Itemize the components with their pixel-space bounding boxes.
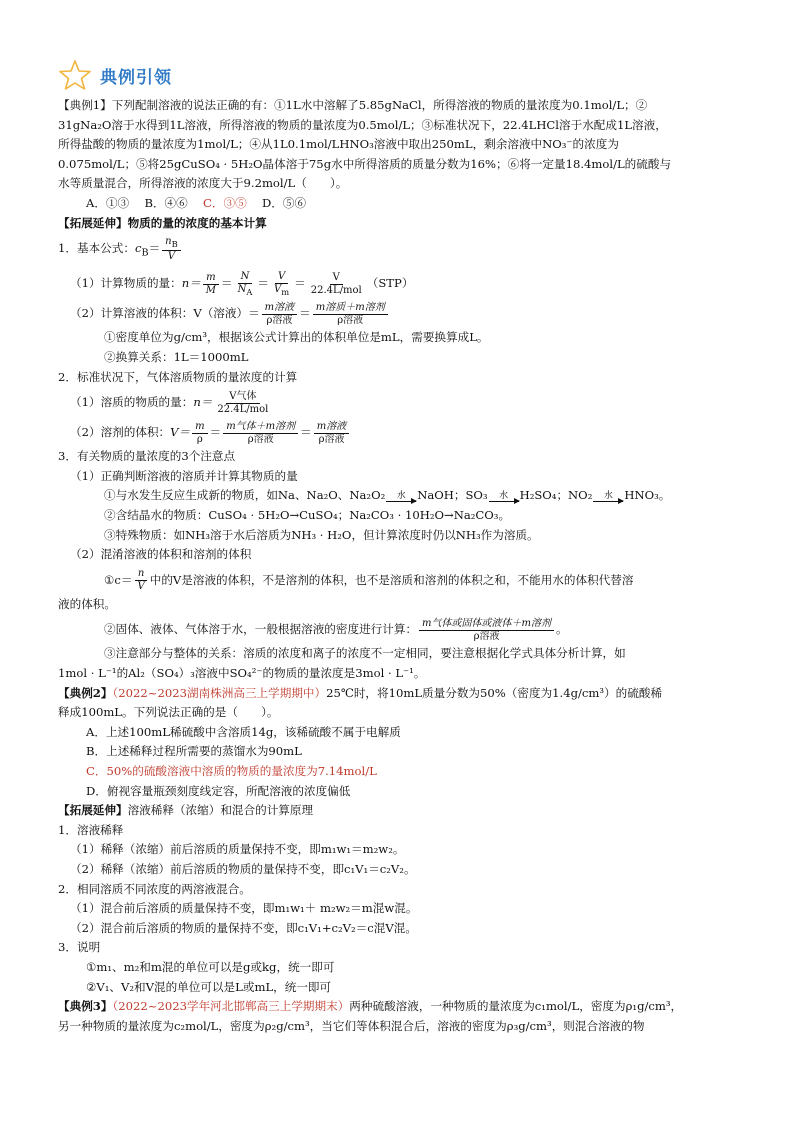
ex1-line-1: 【典例1】下列配制溶液的说法正确的有：①1L水中溶解了5.85gNaCl，所得溶液的物质的量浓度为0.1mol/L；② [58, 98, 648, 112]
q2-f3n: m溶液 [314, 421, 349, 434]
arrow-label-2: 水 [499, 490, 509, 501]
ext2-title-text: 溶液稀释（浓缩）和混合的计算原理 [127, 803, 314, 818]
ex1-line-2: 31gNa₂O溶于水得到1L溶液，所得溶液的物质的量浓度为0.5mol/L；③标准状况下，22.4LHCl溶于水配成1L溶液， [58, 117, 667, 132]
frac-NA-sub: A [246, 286, 253, 297]
frac-NA: N [237, 283, 247, 295]
p1-n: n＝ [181, 276, 201, 291]
frac-vgas-d: 22.4L/mol [217, 403, 269, 415]
frac-sum: m溶质＋m溶剂 [313, 302, 388, 315]
frac-gas-sum [223, 421, 298, 446]
q2-label: （2）溶剂的体积： [70, 425, 171, 440]
ext2-s1b: （2）稀释（浓缩）前后溶质的物质的量保持不变，即c₁V₁＝c₂V₂。 [70, 861, 416, 876]
frac-V: V [275, 271, 288, 284]
ext1-formula-v: （2）计算溶液的体积：V（溶液）＝ $\frac{\text{m溶液}}{\text{ρ溶液}}$ ＝ $\frac{\text{m溶质＋m溶剂}}{\text{ρ溶液}}$ [58, 298, 770, 328]
p2-label: （2）计算溶液的体积： [70, 306, 194, 321]
ext1-s2: 2．标准状况下，气体溶质物质的量浓度的计算 [58, 369, 298, 384]
r2a-fn: n [135, 568, 147, 581]
ext1-r1a [58, 486, 770, 506]
p1-label: （1）计算物质的量： [70, 276, 182, 291]
ext2-title [58, 801, 770, 821]
ex1-line-3: 所得盐酸的物质的量浓度为1mol/L；④从1L0.1mol/LHNO₃溶液中取出250mL，剩余溶液中NO₃⁻的浓度为 [58, 137, 619, 152]
frac-msol: m溶液 [262, 302, 297, 315]
r2a-post: 中的V是溶液的体积，不是溶剂的体积，也不是溶质和溶剂的体积之和，不能用水的体积代替溶 [149, 572, 634, 587]
frac-sum-rho [313, 302, 388, 327]
ex3-l1: 两种硫酸溶液，一种物质的量浓度为c₁mol/L，密度为ρ₁g/cm³， [349, 999, 683, 1014]
arrow-label-3: 水 [603, 490, 613, 501]
q2-f2n: m气体＋m溶剂 [223, 421, 298, 434]
section-header [58, 58, 770, 92]
ext1-title: 【拓展延伸】物质的量的浓度的基本计算 [58, 215, 267, 230]
ext2-s2: 2．相同溶质不同浓度的两溶液混合。 [58, 881, 251, 896]
nb-sub: B [171, 238, 178, 249]
q2-f2d: ρ溶液 [247, 433, 274, 445]
document-page [58, 58, 770, 1036]
ex3-line-2: 另一种物质的量浓度为c₂mol/L，密度为ρ₂g/cm³，当它们等体积混合后，溶液的密度为ρ₃g/cm³，则混合溶液的物 [58, 1018, 645, 1033]
frac-vgas-n: V气体 [226, 391, 259, 404]
ext1-r1b: ②含结晶水的物质：CuSO₄ · 5H₂O→CuSO₄；Na₂CO₃ · 10H₂O→Na₂CO₃。 [104, 508, 511, 523]
arrow-label-1: 水 [396, 490, 406, 501]
frac-rho1: ρ溶液 [266, 314, 293, 326]
ext2-title-bracket: 【拓展延伸】 [58, 803, 128, 818]
frac-m-M [203, 272, 219, 297]
ext2-s1: 1．溶液稀释 [58, 822, 124, 837]
frac-N-NA [235, 271, 256, 298]
frac-Vm: V [274, 283, 282, 295]
ext2-s2a: （1）混合前后溶质的质量保持不变，即m₁w₁＋ m₂w₂＝m混w混。 [70, 901, 418, 916]
ext2-s3b: ②V₁、V₂和V混的单位可以是L或mL，统一即可 [86, 979, 332, 994]
ex1-line-4: 0.075mol/L；⑤将25gCuSO₄ · 5H₂O晶体溶于75g水中所得溶质的质量分数为16%；⑥将一定量18.4mol/L的硫酸与 [58, 156, 672, 171]
frac-msol-rho [262, 302, 297, 327]
ext2-s3a: ①m₁、m₂和m混的单位可以是g或kg，统一即可 [86, 959, 335, 974]
reaction-arrow-1 [386, 491, 416, 502]
ext1-formula-n: （1）计算物质的量：n＝ $\frac{m}{M}$ ＝ $\frac{N}{N_A}$ ＝ $\frac{V}{V_m}$ ＝ $\frac{V}{\text{22.4L/mol}}$ （STP） [70, 270, 414, 297]
ext2-s3: 3．说明 [58, 940, 101, 955]
eq-sign: ＝ [148, 241, 161, 256]
ext1-note-2: ②换算关系：1L＝1000mL [104, 350, 249, 365]
frac-m-rho [192, 421, 207, 446]
p2-v: V（溶液）＝ [193, 306, 260, 321]
ex1-option-a: A．①③ [86, 195, 130, 210]
q1-label: （1）溶质的物质的量： [70, 395, 194, 410]
r1a-m2: H₂SO₄；NO₂ [519, 488, 593, 503]
frac-Vm-sub: m [281, 286, 290, 297]
ex2-option-b: B．上述稀释过程所需要的蒸馏水为90mL [86, 744, 302, 759]
q2-v: V＝ [170, 425, 191, 440]
ext1-r2a [58, 565, 770, 595]
ex2-line-1 [58, 684, 770, 704]
nb-over-v [162, 236, 181, 263]
frac-vgas [214, 391, 271, 416]
star-outline-icon [58, 58, 92, 92]
ext1-r3b: 1mol · L⁻¹的Al₂（SO₄）₃溶液中SO₄²⁻的物质的量浓度是3mol · L⁻¹。 [58, 666, 426, 680]
q2-f1d: ρ [196, 433, 203, 445]
ext1-r3a: ③注意部分与整体的关系：溶质的浓度和离子的浓度不一定相同，要注意根据化学式具体分析计算，如 [104, 646, 626, 661]
ex3-line-1 [58, 997, 770, 1017]
v-den: V [167, 250, 176, 262]
stp-note: （STP） [366, 276, 414, 291]
ex2-option-a: A．上述100mL稀硫酸中含溶质14g，该稀硫酸不属于电解质 [86, 724, 401, 739]
ext1-r2: （2）混淆溶液的体积和溶剂的体积 [70, 547, 252, 562]
r2b-post: 。 [556, 622, 568, 637]
ex1-option-b: B．④⑥ [144, 195, 188, 210]
reaction-arrow-2 [489, 491, 519, 502]
q2-f1n: m [192, 421, 207, 434]
ex2-source: （2022~2023湖南株洲高三上学期期中） [112, 685, 327, 700]
ext1-r1c: ③特殊物质：如NH₃溶于水后溶质为NH₃ · H₂O，但计算浓度时仍以NH₃作为溶质。 [104, 527, 539, 542]
ex2-l1: 25℃时，将10mL质量分数为50%（密度为1.4g/cm³）的硫酸稀 [326, 685, 663, 700]
cb-sub: B [141, 247, 149, 259]
r2a-fd: V [137, 581, 145, 593]
ext2-s2b: （2）混合前后溶质的物质的量保持不变，即c₁V₁+c₂V₂＝c混V混。 [70, 920, 417, 935]
ex2-option-c: C．50%的硫酸溶液中溶质的物质的量浓度为7.14mol/L [86, 763, 377, 778]
frac-msol2 [314, 421, 349, 446]
frac-V2: V [330, 272, 343, 285]
ex3-label: 【典例3】 [58, 999, 113, 1014]
r2a-pre: ①c＝ [104, 572, 133, 587]
ex1-option-c: C．③⑤ [203, 195, 247, 210]
ext1-r1: （1）正确判断溶液的溶质并计算其物质的量 [70, 468, 298, 483]
ext1-r2b [58, 614, 770, 644]
ex2-line-2: 释成100mL。下列说法正确的是（ ）。 [58, 705, 279, 720]
ext1-formula-basic [58, 233, 770, 268]
frac-rho2: ρ溶液 [337, 314, 364, 326]
r1a-m1: NaOH；SO₃ [417, 488, 488, 503]
frac-N: N [238, 271, 253, 284]
frac-V-molar [308, 272, 365, 297]
cb-symbol: c [134, 241, 142, 256]
frac-m: m [203, 272, 218, 285]
ex1-line-5: 水等质量混合，所得溶液的浓度大于9.2mol/L（ ）。 [58, 176, 348, 191]
ex3-source: （2022~2023学年河北邯郸高三上学期期末） [112, 999, 350, 1014]
ext1-q1 [58, 387, 770, 417]
ext1-r2a-l2: 液的体积。 [58, 596, 116, 611]
ext1-note-1: ①密度单位为g/cm³，根据该公式计算出的体积单位是mL，需要换算成L。 [104, 330, 489, 345]
r2b-fn: m气体或固体或液体＋m溶剂 [419, 618, 554, 631]
ext1-s1-label: 1．基本公式： [58, 241, 135, 256]
frac-n-v [134, 568, 147, 593]
ex2-option-d: D．俯视容量瓶颈刻度线定容，所配溶液的浓度偏低 [86, 783, 351, 798]
ext2-s1a: （1）稀释（浓缩）前后溶质的质量保持不变，即m₁w₁＝m₂w₂。 [70, 842, 405, 857]
frac-M: M [205, 284, 217, 296]
ex2-label: 【典例2】 [58, 685, 113, 700]
ext1-s3: 3．有关物质的量浓度的3个注意点 [58, 449, 236, 464]
ex1-options [58, 194, 770, 214]
section-title: 典例引领 [100, 67, 172, 88]
nb-num: n [165, 235, 172, 247]
ext1-q2: （2）溶剂的体积：V＝ $\frac{m}{\rho}$ ＝ $\frac{\text{m气体＋m溶剂}}{\text{ρ溶液}}$ ＝ $\frac{\text{m溶液}}{\text{ρ溶液}}$ [58, 417, 770, 447]
reaction-arrow-3 [593, 491, 623, 502]
q2-f3d: ρ溶液 [318, 433, 345, 445]
ex1-option-d: D．⑤⑥ [261, 195, 307, 210]
q1-n: n＝ [193, 395, 213, 410]
r2b-pre: ②固体、液体、气体溶于水，一般根据溶液的密度进行计算： [104, 622, 418, 637]
r1a-pre: ①与水发生反应生成新的物质，如Na、Na₂O、Na₂O₂ [104, 488, 386, 503]
r1a-m3: HNO₃。 [624, 488, 671, 503]
frac-V-Vm [271, 271, 292, 298]
frac-mix [419, 618, 554, 643]
frac-224: 22.4L/mol [310, 284, 362, 296]
r2b-fd: ρ溶液 [473, 630, 500, 642]
